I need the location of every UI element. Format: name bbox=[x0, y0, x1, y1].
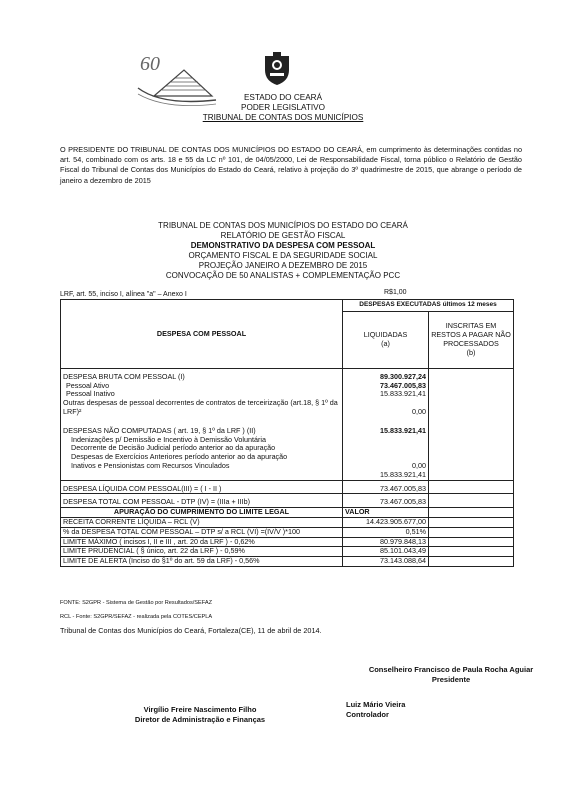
row-pct-value: 0,51% bbox=[343, 527, 429, 537]
header-expense-label: DESPESA COM PESSOAL bbox=[61, 300, 343, 369]
row-lalert-label: LIMITE DE ALERTA (Inciso do §1º do art. 59 da LRF) - 0,56% bbox=[61, 557, 343, 567]
header-liquidated bbox=[343, 311, 429, 368]
row-apuracao-value: VALOR bbox=[343, 508, 429, 518]
currency-unit: R$1,00 bbox=[384, 289, 407, 296]
row-nc-item-4: Inativos e Pensionistas com Recursos Vinculados bbox=[71, 460, 230, 470]
header-power: PODER LEGISLATIVO bbox=[240, 103, 326, 112]
row-lprud-value: 85.101.043,49 bbox=[343, 547, 429, 557]
director-role: Diretor de Administração e Finanças bbox=[134, 715, 266, 724]
title-line-4: ORÇAMENTO FISCAL E DA SEGURIDADE SOCIAL bbox=[188, 251, 378, 260]
row-rcl-label: RECEITA CORRENTE LÍQUIDA – RCL (V) bbox=[61, 517, 343, 527]
signature-director bbox=[100, 705, 300, 725]
title-line-6: CONVOCAÇÃO DE 50 ANALISTAS + COMPLEMENTAÇÃO PCC bbox=[165, 271, 401, 280]
row-lalert-value: 73.143.088,64 bbox=[343, 557, 429, 567]
row-bruta-labels bbox=[61, 368, 343, 480]
row-dtp-inscribed bbox=[429, 494, 514, 508]
header-inscribed bbox=[429, 311, 514, 368]
row-pct-label: % da DESPESA TOTAL COM PESSOAL – DTP s/ a RCL (VI) =(IV/V )*100 bbox=[61, 527, 343, 537]
title-line-2: RELATÓRIO DE GESTÃO FISCAL bbox=[220, 231, 346, 240]
president-role: Presidente bbox=[431, 675, 471, 684]
table-row bbox=[61, 508, 514, 518]
row-inativo-label: Pessoal Inativo bbox=[66, 389, 115, 399]
table-row bbox=[61, 557, 514, 567]
state-crest-icon bbox=[262, 52, 292, 86]
place-date: Tribunal de Contas dos Municípios do Ceará, Fortaleza(CE), 11 de abril de 2014. bbox=[60, 626, 322, 635]
title-line-5: PROJEÇÃO JANEIRO A DEZEMBRO DE 2015 bbox=[198, 261, 368, 270]
director-name: Virgílio Freire Nascimento Filho bbox=[143, 705, 257, 714]
row-nc-item-1: Indenizações p/ Demissão e Incentivo à Demissão Voluntária bbox=[71, 434, 266, 444]
row-bruta-label: DESPESA BRUTA COM PESSOAL (I) bbox=[63, 371, 185, 381]
row-lmax-label: LIMITE MÁXIMO ( incisos I, II e III , art. 20 da LRF ) - 0,62% bbox=[61, 537, 343, 547]
footnote-rcl: RCL - Fonte: S2GPR/SEFAZ - realizada pela COTES/CEPLA bbox=[60, 614, 213, 620]
row-liquida-value: 73.467.005,83 bbox=[343, 480, 429, 494]
header-court-text: TRIBUNAL DE CONTAS DOS MUNICÍPIOS bbox=[202, 113, 364, 122]
header-liquidated-label: LIQUIDADAS bbox=[363, 330, 408, 339]
table-row bbox=[61, 480, 514, 494]
outras-value: 0,00 bbox=[412, 406, 426, 416]
logo-number: 60 bbox=[140, 53, 160, 75]
table-row bbox=[61, 494, 514, 508]
nc-item4-value: 15.833.921,41 bbox=[380, 469, 426, 479]
footnote-source: FONTE: S2GPR - Sistema de Gestão por Resultados/SEFAZ bbox=[60, 600, 213, 606]
row-dtp-value: 73.467.005,83 bbox=[343, 494, 429, 508]
header-state: ESTADO DO CEARÁ bbox=[243, 93, 323, 102]
row-nc-item-3: Despesas de Exercícios Anteriores período anterior ao da apuração bbox=[71, 452, 288, 462]
row-nc-item-2: Decorrente de Decisão Judicial período anterior ao da apuração bbox=[71, 443, 276, 453]
row-apuracao-empty bbox=[429, 508, 514, 518]
row-liquida-label: DESPESA LÍQUIDA COM PESSOAL(III) = ( I - II ) bbox=[61, 480, 343, 494]
row-lmax-empty bbox=[429, 537, 514, 547]
row-lprud-empty bbox=[429, 547, 514, 557]
nc-item3-value: 0,00 bbox=[412, 460, 426, 470]
table-row bbox=[61, 368, 514, 480]
header-inscribed-label: INSCRITAS EM RESTOS A PAGAR NÃO PROCESSADOS bbox=[431, 321, 511, 348]
row-pct-empty bbox=[429, 527, 514, 537]
title-line-3: DEMONSTRATIVO DA DESPESA COM PESSOAL bbox=[190, 241, 376, 250]
signature-president bbox=[356, 665, 546, 685]
intro-paragraph: O PRESIDENTE DO TRIBUNAL DE CONTAS DOS MUNICÍPIOS DO ESTADO DO CEARÁ, em cumprimento às determinações contidas no art. 54, combinado com os arts. 18 e 55 da LC nº 101, de 04/05/2000, Lei de Responsabilidade Fiscal, torna público o Relatório de Gestão Fiscal do Tribunal de Contas dos Municípios do Estado do Ceará, relativo à projeção do 3º quadrimestre de 2015, que abrange o período de janeiro a dezembro de 2015 bbox=[60, 145, 522, 185]
header-liquidated-sub: (a) bbox=[381, 338, 390, 348]
row-rcl-value: 14.423.905.677,00 bbox=[343, 517, 429, 527]
row-apuracao-label: APURAÇÃO DO CUMPRIMENTO DO LIMITE LEGAL bbox=[61, 508, 343, 518]
row-nc-label: DESPESAS NÃO COMPUTADAS ( art. 19, § 1º da LRF ) (II) bbox=[63, 425, 256, 435]
row-lalert-empty bbox=[429, 557, 514, 567]
inativo-value: 15.833.921,41 bbox=[380, 389, 426, 399]
row-outras-label: Outras despesas de pessoal decorrentes de contratos de terceirização (art.18, § 1º da LRF)² bbox=[63, 398, 338, 416]
table-row bbox=[61, 527, 514, 537]
header-executed-group: DESPESAS EXECUTADAS últimos 12 meses bbox=[343, 300, 514, 312]
row-lmax-value: 80.979.848,13 bbox=[343, 537, 429, 547]
header-inscribed-sub: (b) bbox=[466, 347, 476, 357]
row-ativo-label: Pessoal Ativo bbox=[66, 380, 110, 390]
table-row bbox=[61, 517, 514, 527]
personnel-expense-table bbox=[60, 299, 514, 567]
signature-controller bbox=[346, 700, 416, 720]
bruta-value: 89.300.927,24 bbox=[380, 371, 426, 381]
controller-role: Controlador bbox=[346, 710, 389, 719]
legal-reference: LRF, art. 55, inciso I, alínea "a" – Anexo I bbox=[60, 291, 187, 298]
table-header-row bbox=[61, 300, 514, 312]
header-court bbox=[0, 113, 566, 123]
title-line-1: TRIBUNAL DE CONTAS DOS MUNICÍPIOS DO ESTADO DO CEARÁ bbox=[158, 221, 408, 230]
president-name: Conselheiro Francisco de Paula Rocha Aguiar bbox=[368, 665, 534, 674]
row-dtp-label: DESPESA TOTAL COM PESSOAL - DTP (IV) = (IIIa + IIIb) bbox=[61, 494, 343, 508]
controller-name: Luiz Mário Vieira bbox=[346, 700, 406, 709]
row-rcl-empty bbox=[429, 517, 514, 527]
row-liquida-inscribed bbox=[429, 480, 514, 494]
row-lprud-label: LIMITE PRUDENCIAL ( § único, art. 22 da LRF ) - 0,59% bbox=[61, 547, 343, 557]
nc-value: 15.833.921,41 bbox=[380, 425, 426, 435]
row-bruta-inscribed bbox=[429, 368, 514, 480]
ativo-value: 73.467.005,83 bbox=[380, 380, 426, 390]
row-bruta-values bbox=[343, 368, 429, 480]
